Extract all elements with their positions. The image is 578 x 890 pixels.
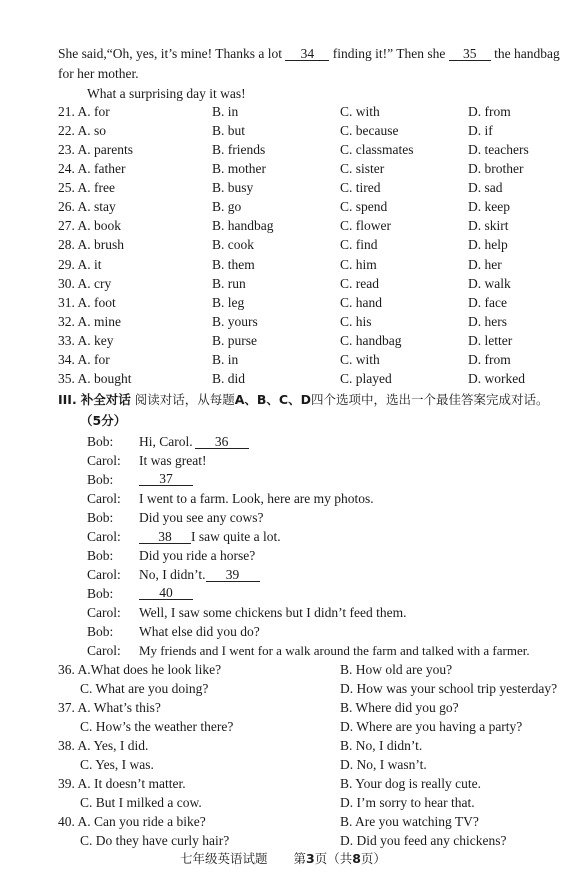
speaker: Bob: bbox=[87, 472, 114, 487]
option-row bbox=[0, 795, 578, 813]
option-d: D. How was your school trip yesterday? bbox=[340, 681, 558, 696]
option-a: 28. A. brush bbox=[58, 237, 125, 252]
blank-35: 35 bbox=[449, 47, 491, 61]
option-b: B. in bbox=[212, 352, 239, 367]
dialogue-line bbox=[0, 529, 578, 547]
passage-text: the handbag bbox=[494, 46, 560, 61]
option-b: B. No, I didn’t. bbox=[340, 738, 423, 753]
section-instructions: 阅读对话，从每题 bbox=[134, 392, 235, 407]
section-instructions-2: 四个选项中，选出一个最佳答案完成对话。 bbox=[310, 392, 549, 407]
option-row bbox=[0, 218, 578, 236]
dialogue-line bbox=[0, 510, 578, 528]
option-row bbox=[0, 681, 578, 699]
option-a: 26. A. stay bbox=[58, 199, 116, 214]
blank-39: 39 bbox=[206, 568, 260, 582]
option-a: 25. A. free bbox=[58, 180, 115, 195]
passage-text: She said,“Oh, yes, it’s mine! Thanks a lot bbox=[58, 46, 282, 61]
option-b: B. go bbox=[212, 199, 242, 214]
blank-40: 40 bbox=[139, 586, 193, 600]
option-d: D. skirt bbox=[468, 218, 509, 233]
option-c: C. classmates bbox=[340, 142, 414, 157]
option-a: 27. A. book bbox=[58, 218, 122, 233]
option-b: B. Where did you go? bbox=[340, 700, 459, 715]
dialogue-pre: What else did you do? bbox=[139, 624, 260, 639]
option-row bbox=[0, 700, 578, 718]
option-c: C. tired bbox=[340, 180, 381, 195]
option-c: C. played bbox=[340, 371, 392, 386]
speaker: Bob: bbox=[87, 548, 114, 563]
dialogue-line bbox=[0, 586, 578, 604]
dialogue-text bbox=[139, 529, 281, 545]
dialogue-line bbox=[0, 643, 578, 661]
option-a: 32. A. mine bbox=[58, 314, 121, 329]
dialogue-text bbox=[139, 567, 260, 583]
option-d: D. hers bbox=[468, 314, 507, 329]
section-points: （5分） bbox=[80, 413, 127, 428]
passage-line-3: What a surprising day it was! bbox=[87, 86, 246, 101]
option-d: D. sad bbox=[468, 180, 503, 195]
option-row bbox=[0, 276, 578, 294]
blank-36: 36 bbox=[195, 435, 249, 449]
blank-34: 34 bbox=[285, 47, 329, 61]
dialogue-line bbox=[0, 491, 578, 509]
speaker: Bob: bbox=[87, 586, 114, 601]
option-row bbox=[0, 199, 578, 217]
dialogue-line bbox=[0, 567, 578, 585]
option-c: C. with bbox=[340, 352, 380, 367]
option-a: 37. A. What’s this? bbox=[58, 700, 161, 715]
dialogue-post: I saw quite a lot. bbox=[191, 529, 281, 544]
dialogue-line bbox=[0, 624, 578, 642]
section-title: 补全对话 bbox=[80, 392, 131, 407]
option-b: B. How old are you? bbox=[340, 662, 453, 677]
dialogue-line bbox=[0, 472, 578, 490]
option-b: B. mother bbox=[212, 161, 266, 176]
option-c: C. with bbox=[340, 104, 380, 119]
option-a: 36. A.What does he look like? bbox=[58, 662, 222, 677]
option-c: C. What are you doing? bbox=[80, 681, 209, 696]
dialogue-pre: Well, I saw some chickens but I didn’t feed them. bbox=[139, 605, 407, 620]
option-c: C. read bbox=[340, 276, 379, 291]
option-b: B. friends bbox=[212, 142, 266, 157]
dialogue-pre: My friends and I went for a walk around the farm and talked with a farmer. bbox=[139, 643, 530, 658]
speaker: Carol: bbox=[87, 605, 121, 620]
dialogue-pre: Hi, Carol. bbox=[139, 434, 193, 449]
option-c: C. because bbox=[340, 123, 399, 138]
option-b: B. them bbox=[212, 257, 255, 272]
option-d: D. I’m sorry to hear that. bbox=[340, 795, 475, 810]
option-c: C. Yes, I was. bbox=[80, 757, 154, 772]
option-c: C. spend bbox=[340, 199, 388, 214]
option-b: B. run bbox=[212, 276, 246, 291]
option-row bbox=[0, 295, 578, 313]
page-label: 页（共 bbox=[314, 851, 353, 866]
option-a: 22. A. so bbox=[58, 123, 107, 138]
option-c: C. his bbox=[340, 314, 372, 329]
option-b: B. cook bbox=[212, 237, 254, 252]
option-b: B. Your dog is really cute. bbox=[340, 776, 481, 791]
option-row bbox=[0, 142, 578, 160]
blank-37: 37 bbox=[139, 472, 193, 486]
speaker: Carol: bbox=[87, 453, 121, 468]
option-d: D. brother bbox=[468, 161, 524, 176]
option-a: 24. A. father bbox=[58, 161, 126, 176]
option-row bbox=[0, 237, 578, 255]
option-c: C. find bbox=[340, 237, 378, 252]
option-d: D. teachers bbox=[468, 142, 529, 157]
speaker: Bob: bbox=[87, 624, 114, 639]
option-b: B. did bbox=[212, 371, 246, 386]
option-d: D. help bbox=[468, 237, 508, 252]
option-c: C. him bbox=[340, 257, 377, 272]
passage-text: finding it!” Then she bbox=[332, 46, 446, 61]
option-row bbox=[0, 180, 578, 198]
option-a: 21. A. for bbox=[58, 104, 110, 119]
option-a: 35. A. bought bbox=[58, 371, 132, 386]
blank-38: 38 bbox=[139, 530, 191, 544]
option-a: 39. A. It doesn’t matter. bbox=[58, 776, 186, 791]
option-row bbox=[0, 123, 578, 141]
dialogue-pre: No, I didn’t. bbox=[139, 567, 206, 582]
dialogue-line bbox=[0, 434, 578, 452]
page-total: 8 bbox=[352, 851, 361, 866]
section-heading bbox=[58, 390, 548, 408]
option-d: D. worked bbox=[468, 371, 525, 386]
option-a: 23. A. parents bbox=[58, 142, 133, 157]
option-d: D. letter bbox=[468, 333, 513, 348]
option-b: B. Are you watching TV? bbox=[340, 814, 479, 829]
option-d: D. No, I wasn’t. bbox=[340, 757, 427, 772]
dialogue-line bbox=[0, 453, 578, 471]
passage-line-2: for her mother. bbox=[58, 66, 139, 81]
option-c: C. hand bbox=[340, 295, 382, 310]
option-d: D. walk bbox=[468, 276, 511, 291]
option-a: 38. A. Yes, I did. bbox=[58, 738, 149, 753]
option-c: C. How’s the weather there? bbox=[80, 719, 234, 734]
dialogue-pre: I went to a farm. Look, here are my photos. bbox=[139, 491, 374, 506]
page-footer bbox=[180, 849, 386, 867]
speaker: Carol: bbox=[87, 529, 121, 544]
speaker: Carol: bbox=[87, 491, 121, 506]
passage-line-1 bbox=[58, 46, 560, 62]
option-a: 29. A. it bbox=[58, 257, 102, 272]
option-c: C. flower bbox=[340, 218, 391, 233]
option-row bbox=[0, 333, 578, 351]
dialogue-pre: It was great! bbox=[139, 453, 207, 468]
option-row bbox=[0, 371, 578, 389]
option-a: 33. A. key bbox=[58, 333, 114, 348]
section-number: III. bbox=[58, 392, 77, 407]
page-label: 第 bbox=[293, 851, 306, 866]
option-row bbox=[0, 257, 578, 275]
option-d: D. keep bbox=[468, 199, 510, 214]
page-label: 页） bbox=[360, 851, 386, 866]
option-c: C. But I milked a cow. bbox=[80, 795, 202, 810]
option-a: 40. A. Can you ride a bike? bbox=[58, 814, 206, 829]
dialogue-line bbox=[0, 605, 578, 623]
speaker: Carol: bbox=[87, 643, 121, 658]
page-number: 3 bbox=[306, 851, 315, 866]
option-a: 30. A. cry bbox=[58, 276, 112, 291]
dialogue-line bbox=[0, 548, 578, 566]
option-d: D. from bbox=[468, 352, 511, 367]
option-d: D. from bbox=[468, 104, 511, 119]
option-b: B. in bbox=[212, 104, 239, 119]
option-c: C. handbag bbox=[340, 333, 402, 348]
option-c: C. Do they have curly hair? bbox=[80, 833, 230, 848]
speaker: Bob: bbox=[87, 434, 114, 449]
dialogue-text bbox=[139, 434, 249, 450]
speaker: Carol: bbox=[87, 567, 121, 582]
option-a: 34. A. for bbox=[58, 352, 110, 367]
option-row bbox=[0, 719, 578, 737]
section-abcd: A、B、C、D bbox=[234, 392, 311, 407]
option-d: D. Did you feed any chickens? bbox=[340, 833, 507, 848]
option-row bbox=[0, 314, 578, 332]
option-row bbox=[0, 352, 578, 370]
option-row bbox=[0, 776, 578, 794]
exam-title: 七年级英语试题 bbox=[180, 851, 268, 866]
option-row bbox=[0, 161, 578, 179]
option-d: D. face bbox=[468, 295, 507, 310]
option-b: B. handbag bbox=[212, 218, 274, 233]
option-b: B. purse bbox=[212, 333, 257, 348]
option-d: D. Where are you having a party? bbox=[340, 719, 523, 734]
option-b: B. busy bbox=[212, 180, 254, 195]
option-b: B. leg bbox=[212, 295, 245, 310]
option-b: B. yours bbox=[212, 314, 258, 329]
option-row bbox=[0, 757, 578, 775]
option-c: C. sister bbox=[340, 161, 385, 176]
dialogue-pre: Did you ride a horse? bbox=[139, 548, 256, 563]
dialogue-pre: Did you see any cows? bbox=[139, 510, 264, 525]
option-row bbox=[0, 814, 578, 832]
option-a: 31. A. foot bbox=[58, 295, 116, 310]
option-d: D. her bbox=[468, 257, 502, 272]
option-row bbox=[0, 104, 578, 122]
option-row bbox=[0, 738, 578, 756]
option-d: D. if bbox=[468, 123, 493, 138]
speaker: Bob: bbox=[87, 510, 114, 525]
option-b: B. but bbox=[212, 123, 246, 138]
option-row bbox=[0, 662, 578, 680]
